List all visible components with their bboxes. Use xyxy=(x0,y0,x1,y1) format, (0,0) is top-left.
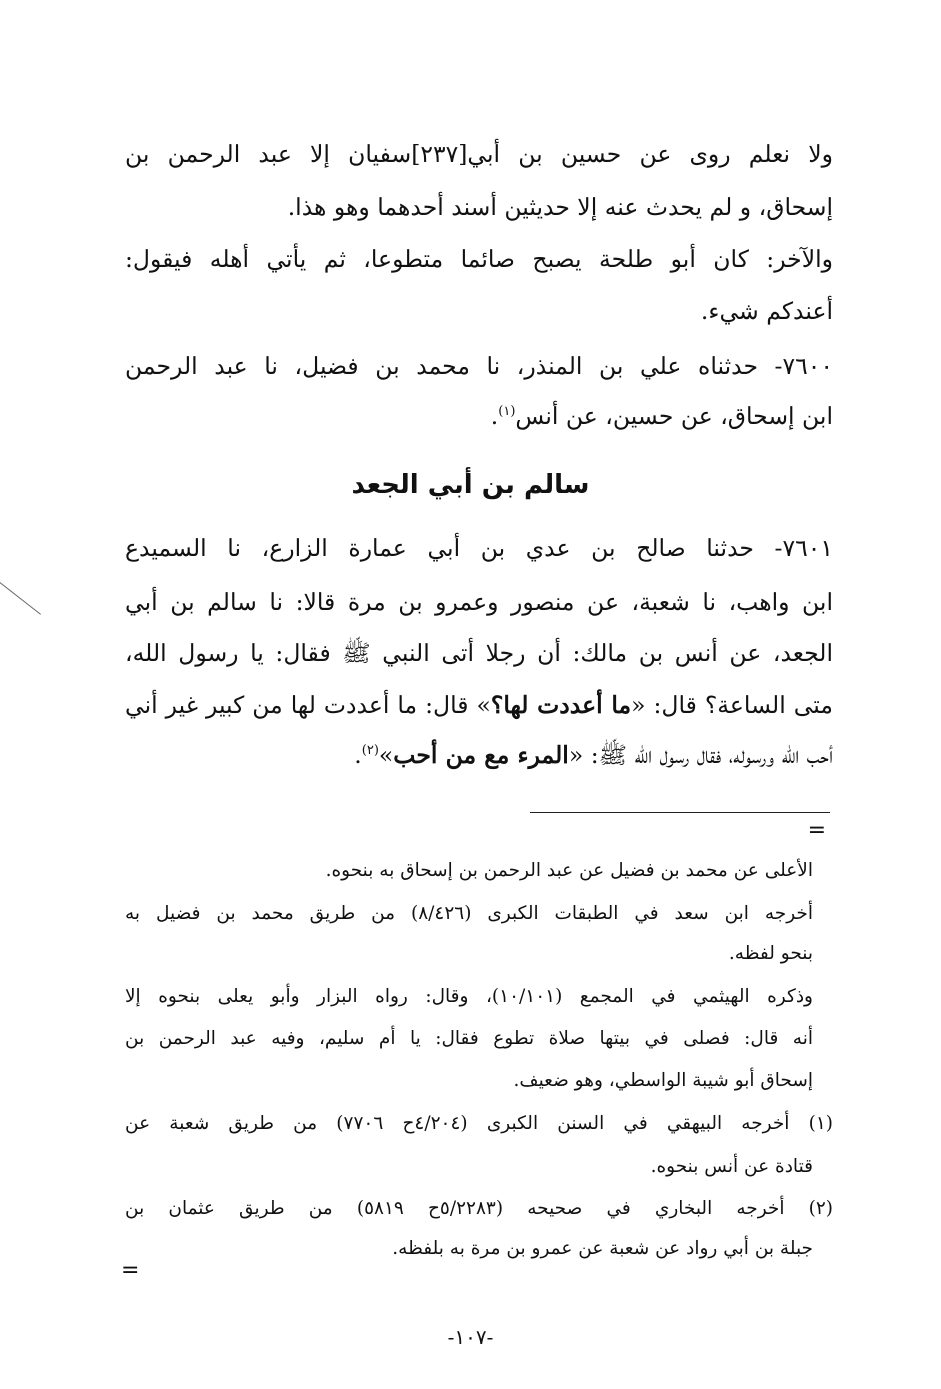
footnote-line-3: بنحو لفظه. xyxy=(728,943,813,964)
continuation-mark-top: = xyxy=(807,818,826,843)
body-line-1: ولا نعلم روى عن حسين بن أبي[٢٣٧]سفيان إلا عبد الرحمن بن xyxy=(125,140,833,168)
footnote-2-line-2: جبلة بن أبي رواد عن شعبة عن عمرو بن مرة به بلفظه. xyxy=(392,1238,813,1259)
body-line-3: والآخر: كان أبو طلحة يصبح صائما متطوعا، ثم يأتي أهله فيقول: xyxy=(125,245,833,273)
hadith-line-4-a: متى الساعة؟ قال: « xyxy=(631,691,833,719)
hadith-line-3: الجعد، عن أنس بن مالك: أن رجلا أتى النبي ﷺ فقال: يا رسول الله، xyxy=(125,639,833,667)
footnote-line-1: الأعلى عن محمد بن فضيل عن عبد الرحمن بن إسحاق به بنحوه. xyxy=(325,860,813,881)
hadith-line-4-b: » قال: ما أعددت لها من كبير غير أني xyxy=(125,691,491,719)
footnote-ref-2[interactable]: (٢) xyxy=(361,743,379,759)
hadith-line-5: أحب الله ورسوله، فقال رسول الله ﷺ: «المرء مع من أحب»$^{(٢)}$. xyxy=(354,741,833,769)
body-line-4: أعندكم شيء. xyxy=(700,297,833,325)
footnote-ref-1[interactable]: (١) xyxy=(498,404,516,420)
prophet-quote-2: المرء مع من أحب xyxy=(393,741,569,769)
footnote-line-6: إسحاق أبو شيبة الواسطي، وهو ضعيف. xyxy=(513,1070,813,1091)
footnote-1-line-1: (١) أخرجه البيهقي في السنن الكبرى (٤/٢٠٤ح ٧٧٠٦) من طريق شعبة عن xyxy=(125,1113,833,1134)
footnote-line-4: وذكره الهيثمي في المجمع (١٠/١٠١)، وقال: رواه البزار وأبو يعلى بنحوه إلا xyxy=(125,986,813,1007)
hadith-line-4 xyxy=(125,691,833,719)
footnote-line-2: أخرجه ابن سعد في الطبقات الكبرى (٨/٤٢٦) من طريق محمد بن فضيل به xyxy=(125,903,813,924)
footnote-1-line-2: قتادة عن أنس بنحوه. xyxy=(650,1156,813,1177)
body-line-6: ابن إسحاق، عن حسين، عن أنس$^{(١)}$. xyxy=(490,402,833,430)
page-number: -١٠٧- xyxy=(447,1325,494,1349)
hadith-line-5-a: أحب الله ورسوله، فقال رسول الله ﷺ: « xyxy=(568,741,833,769)
body-line-2: إسحاق، و لم يحدث عنه إلا حديثين أسند أحدهما وهو هذا. xyxy=(287,193,833,221)
footnote-2-line-1: (٢) أخرجه البخاري في صحيحه (٥/٢٢٨٣ح ٥٨١٩) من طريق عثمان بن xyxy=(125,1198,834,1219)
section-heading: سالم بن أبي الجعد xyxy=(351,470,590,500)
hadith-line-2: ابن واهب، نا شعبة، عن منصور وعمرو بن مرة قالا: نا سالم بن أبي xyxy=(125,588,833,616)
footnote-line-5: أنه قال: فصلى في بيتها صلاة تطوع فقال: يا أم سليم، وفيه عبد الرحمن بن xyxy=(125,1028,813,1049)
body-line-6-text: ابن إسحاق، عن حسين، عن أنس xyxy=(515,402,833,430)
hadith-line-5-b: » xyxy=(378,741,394,769)
prophet-quote-1: ما أعددت لها؟ xyxy=(490,691,632,719)
body-line-5: ٧٦٠٠- حدثناه علي بن المنذر، نا محمد بن فضيل، نا عبد الرحمن xyxy=(125,352,833,380)
footnote-separator xyxy=(530,812,830,813)
hadith-line-1: ٧٦٠١- حدثنا صالح بن عدي بن أبي عمارة الزارع، نا السميدع xyxy=(125,534,833,562)
continuation-mark-bottom: = xyxy=(121,1258,140,1283)
scan-mark xyxy=(0,582,41,615)
